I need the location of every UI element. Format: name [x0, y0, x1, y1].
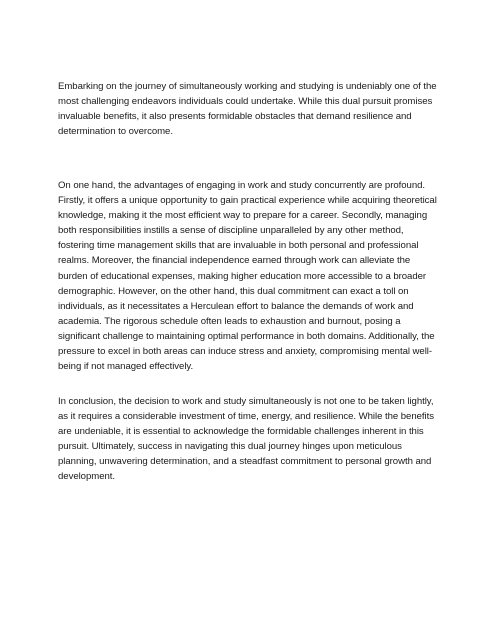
paragraph-conclusion: In conclusion, the decision to work and study simultaneously is not one to be taken lightly, as it requires a considerable investment of time, energy, and resilience. While the benefits are undeniable, it is essential to acknowledge the formidable challenges inherent in this pursuit. Ultimately, success in navigating this dual journey hinges upon meticulous planning, unwavering determination, and a steadfast commitment to personal growth and development. [58, 396, 434, 483]
paragraph-introduction: Embarking on the journey of simultaneously working and studying is undeniably one of the most challenging endeavors individuals could undertake. While this dual pursuit promises invaluable benefits, it also presents formidable obstacles that demand resilience and determination to overcome. [58, 81, 437, 138]
paragraph-body: On one hand, the advantages of engaging in work and study concurrently are profound. Firstly, it offers a unique opportunity to gain practical experience while acquiring theoretical knowledge, making it the most efficient way to prepare for a career. Secondly, managing both responsibilities instills a sense of discipline unparalleled by any other method, fostering time management skills that are invaluable in both personal and professional realms. Moreover, the financial independence earned through work can alleviate the burden of educational expenses, making higher education more accessible to a broader demographic. However, on the other hand, this dual commitment can exact a toll on individuals, as it necessitates a Herculean effort to balance the demands of work and academia. The rigorous schedule often leads to exhaustion and burnout, posing a significant challenge to maintaining optimal performance in both domains. Additionally, the pressure to excel in both areas can induce stress and anxiety, compromising mental well-being if not managed effectively. [58, 180, 437, 373]
